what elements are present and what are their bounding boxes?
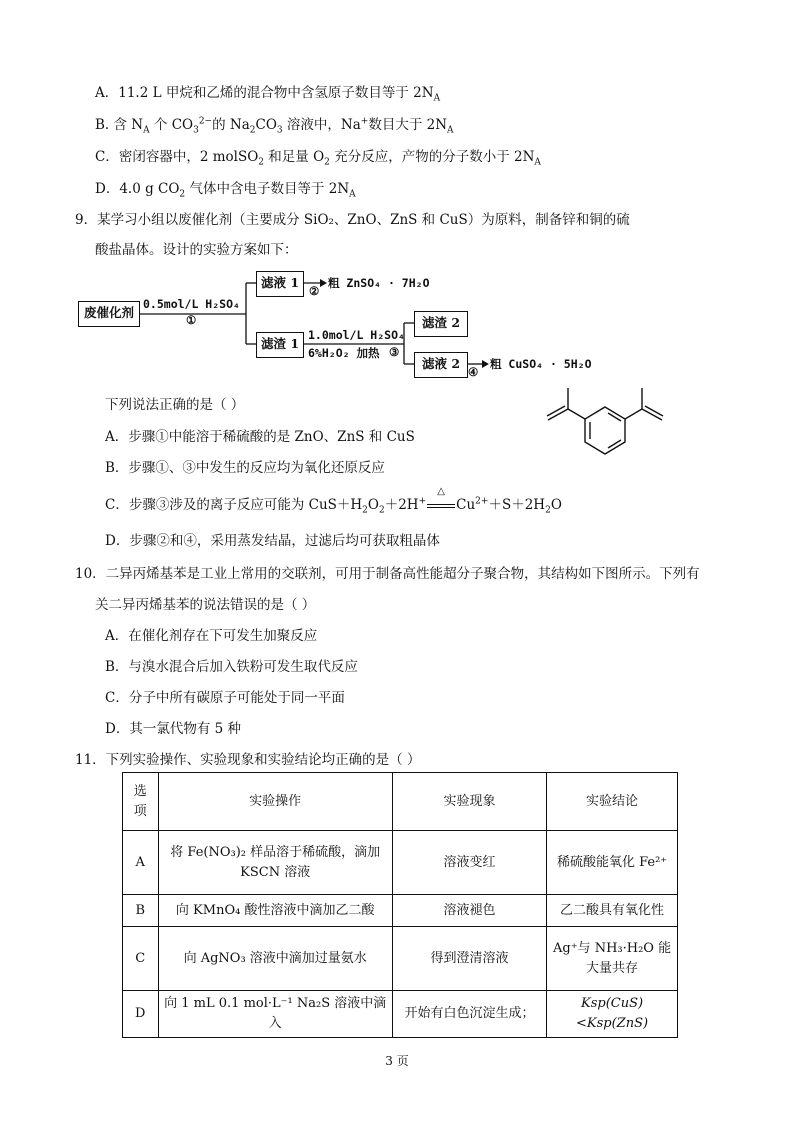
flow-step4-num: ④ — [468, 365, 479, 379]
row-operation: 向 AgNO₃ 溶液中滴加过量氨水 — [158, 927, 392, 991]
row-option: C — [123, 927, 159, 991]
q10-stem-line1: 10．二异丙烯基苯是工业上常用的交联剂，可用于制备高性能超分子聚合物，其结构如下图所示。下列有 — [75, 566, 700, 582]
flow-step3-label2: 6%H₂O₂ 加热 — [308, 346, 380, 360]
row-phenomenon: 溶液褪色 — [392, 895, 546, 927]
row-conclusion: 乙二酸具有氧化性 — [547, 895, 678, 927]
table-row — [123, 927, 678, 991]
flow-step1-label: 0.5mol/L H₂SO₄ — [143, 297, 240, 311]
row-conclusion: Ag⁺与 NH₃·H₂O 能 大量共存 — [547, 927, 678, 991]
row-operation: 向 KMnO₄ 酸性溶液中滴加乙二酸 — [158, 895, 392, 927]
header-conclusion: 实验结论 — [547, 773, 678, 831]
table-row — [123, 991, 678, 1038]
row-option: A — [123, 831, 159, 895]
q8-option-b: B. 含 $N_A$ 个 $CO_3^{2-}$的 $Na_2CO_3$ 溶液中，Na+数目大于 $2N_A$ — [95, 116, 454, 136]
q9-option-a: A．步骤①中能溶于稀硫酸的是 ZnO、ZnS 和 CuS — [105, 429, 415, 445]
q10-option-d: D．其一氯代物有 5 种 — [105, 721, 241, 737]
flow-step2-num: ② — [309, 284, 320, 298]
q10-option-a: A．在催化剂存在下可发生加聚反应 — [105, 628, 318, 644]
row-conclusion: 稀硫酸能氧化 Fe²⁺ — [547, 831, 678, 895]
q11-stem: 11．下列实验操作、实验现象和实验结论均正确的是（ ） — [75, 752, 421, 768]
row-operation: 向 1 mL 0.1 mol·L⁻¹ Na₂S 溶液中滴入 — [158, 991, 392, 1038]
q9-option-b: B．步骤①、③中发生的反应均为氧化还原反应 — [105, 460, 385, 476]
flow-step3-num: ③ — [389, 345, 400, 359]
q10-stem-line2: 关二异丙烯基苯的说法错误的是（ ） — [95, 597, 316, 613]
table-header-row — [123, 773, 678, 831]
row-phenomenon: 溶液变红 — [392, 831, 546, 895]
q8-option-a: A．11.2 L 甲烷和乙烯的混合物中含氢原子数目等于 $2N_A$ — [95, 85, 441, 104]
q9-option-d: D．步骤②和④，采用蒸发结晶，过滤后均可获取粗晶体 — [105, 533, 440, 549]
header-operation: 实验操作 — [158, 773, 392, 831]
page-number: 3 页 — [385, 1054, 409, 1068]
q10-option-b: B．与溴水混合后加入铁粉可发生取代反应 — [105, 659, 358, 675]
table-row — [123, 895, 678, 927]
table-row — [123, 831, 678, 895]
flow-filtrate1-box: 滤液 1 — [256, 271, 304, 297]
row-phenomenon: 开始有白色沉淀生成； — [392, 991, 546, 1038]
q9-option-c: C．步骤③涉及的离子反应可能为 $CuS+H_2O_2+2H^+$ △ $Cu^{2+}+S+2H_2O$ — [105, 486, 562, 516]
row-conclusion: Ksp(CuS)<Ksp(ZnS) — [547, 991, 678, 1038]
q8-option-d: D．4.0 g $CO_2$ 气体中含电子数目等于 $2N_A$ — [95, 181, 356, 200]
flow-residue1-box: 滤渣 1 — [256, 332, 304, 358]
molecule-structure — [530, 370, 680, 460]
flow-step3-label1: 1.0mol/L H₂SO₄ — [308, 328, 405, 342]
q9-stem-line1: 9．某学习小组以废催化剂（主要成分 SiO₂、ZnO、ZnS 和 CuS）为原料，制备锌和铜的硫 — [75, 212, 630, 228]
q9-question: 下列说法正确的是（ ） — [105, 397, 245, 413]
row-operation: 将 Fe(NO₃)₂ 样品溶于稀硫酸，滴加 KSCN 溶液 — [158, 831, 392, 895]
header-phenomenon: 实验现象 — [392, 773, 546, 831]
flow-filtrate2-box: 滤液 2 — [414, 352, 468, 378]
flow-start-box: 废催化剂 — [78, 301, 140, 327]
row-phenomenon: 得到澄清溶液 — [392, 927, 546, 991]
flow-step1-num: ① — [186, 313, 197, 327]
header-option: 选 项 — [123, 773, 159, 831]
flow-product1: 粗 ZnSO₄ · 7H₂O — [328, 276, 430, 290]
row-option: B — [123, 895, 159, 927]
flow-product2: 粗 CuSO₄ · 5H₂O — [490, 357, 592, 371]
q10-option-c: C．分子中所有碳原子可能处于同一平面 — [105, 690, 345, 706]
experiment-table — [122, 772, 678, 1038]
q9-stem-line2: 酸盐晶体。设计的实验方案如下： — [95, 242, 298, 258]
q8-option-c: C．密闭容器中，2 molSO$_2$ 和足量 $O_2$ 充分反应，产物的分子数小于 $2N_A$ — [95, 149, 541, 168]
heat-condition: △ — [426, 496, 456, 514]
flow-residue2-box: 滤渣 2 — [414, 311, 468, 337]
row-option: D — [123, 991, 159, 1038]
